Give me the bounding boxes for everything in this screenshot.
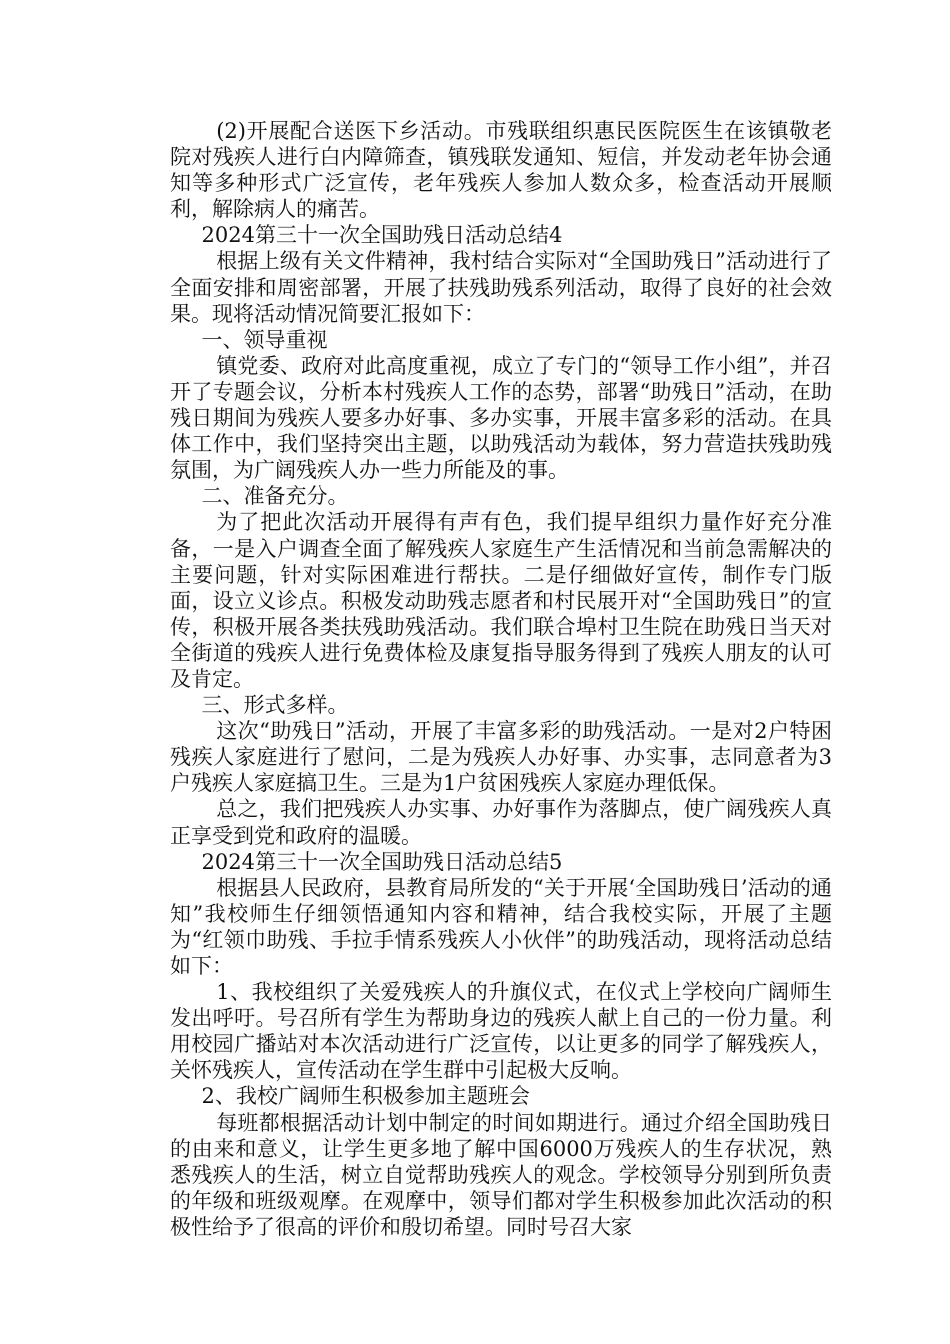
subheading-diverse-forms: 三、形式多样。	[201, 693, 349, 718]
paragraph-leadership: 镇党委、政府对此高度重视，成立了专门的“领导工作小组”，并召开了专题会议，分析本村残疾人工作的态势，部署“助残日”活动，在助残日期间为残疾人要多办好事、多办实事，开展丰富多彩的活动。在具体工作中，我们坚持突出主题，以助残活动为载体，努力营造扶残助残氛围，为广阔残疾人办一些力所能及的事。	[170, 353, 832, 483]
paragraph-class-meeting: 每班都根据活动计划中制定的时间如期进行。通过介绍全国助残日的由来和意义，让学生更多地了解中国6000万残疾人的生存状况，熟悉残疾人的生活，树立自觉帮助残疾人的观念。学校领导分别到所负责的年级和班级观摩。在观摩中，领导们都对学生积极参加此次活动的积极性给予了很高的评价和殷切希望。同时号召大家	[170, 1110, 832, 1239]
section-title-summary-4: 2024第三十一次全国助残日活动总结4	[201, 223, 563, 248]
paragraph-diverse-forms: 这次“助残日”活动，开展了丰富多彩的助残活动。一是对2户特困残疾人家庭进行了慰问，二是为残疾人办好事、办实事，志同意者为3户残疾人家庭搞卫生。三是为1户贫困残疾人家庭办理低保。	[170, 719, 832, 796]
paragraph-intro-5: 根据县人民政府，县教育局所发的“关于开展‘全国助残日’活动的通知”我校师生仔细领悟通知内容和精神，结合我校实际，开展了主题为“红领巾助残、手拉手情系残疾人小伙伴”的助残活动，现将活动总结如下：	[170, 875, 832, 978]
subheading-class-meeting: 2、我校广阔师生积极参加主题班会	[201, 1084, 530, 1109]
paragraph-medical-campaign: (2)开展配合送医下乡活动。市残联组织惠民医院医生在该镇敬老院对残疾人进行白内障筛查，镇残联发通知、短信，并发动老年协会通知等多种形式广泛宣传，老年残疾人参加人数众多，检查活动开展顺利，解除病人的痛苦。	[170, 119, 832, 222]
paragraph-intro-4: 根据上级有关文件精神，我村结合实际对“全国助残日”活动进行了全面安排和周密部署，开展了扶残助残系列活动，取得了良好的社会效果。现将活动情况简要汇报如下：	[170, 249, 832, 326]
paragraph-conclusion-4: 总之，我们把残疾人办实事、办好事作为落脚点，使广阔残疾人真正享受到党和政府的温暖。	[170, 797, 832, 848]
document-body	[170, 118, 832, 1240]
subheading-leadership: 一、领导重视	[201, 327, 328, 352]
paragraph-flag-ceremony: 1、我校组织了关爱残疾人的升旗仪式，在仪式上学校向广阔师生发出呼吁。号召所有学生为帮助身边的残疾人献上自己的一份力量。利用校园广播站对本次活动进行广泛宣传，以让更多的同学了解残疾人，关怀残疾人，宣传活动在学生群中引起极大反响。	[170, 980, 832, 1083]
subheading-preparation: 二、准备充分。	[201, 484, 349, 509]
section-title-summary-5: 2024第三十一次全国助残日活动总结5	[201, 849, 563, 874]
paragraph-preparation: 为了把此次活动开展得有声有色，我们提早组织力量作好充分准备，一是入户调查全面了解残疾人家庭生产生活情况和当前急需解决的主要问题，针对实际困难进行帮扶。二是仔细做好宣传，制作专门版面，设立义诊点。积极发动助残志愿者和村民展开对“全国助残日”的宣传，积极开展各类扶残助残活动。我们联合埠村卫生院在助残日当天对全街道的残疾人进行免费体检及康复指导服务得到了残疾人朋友的认可及肯定。	[170, 510, 832, 691]
